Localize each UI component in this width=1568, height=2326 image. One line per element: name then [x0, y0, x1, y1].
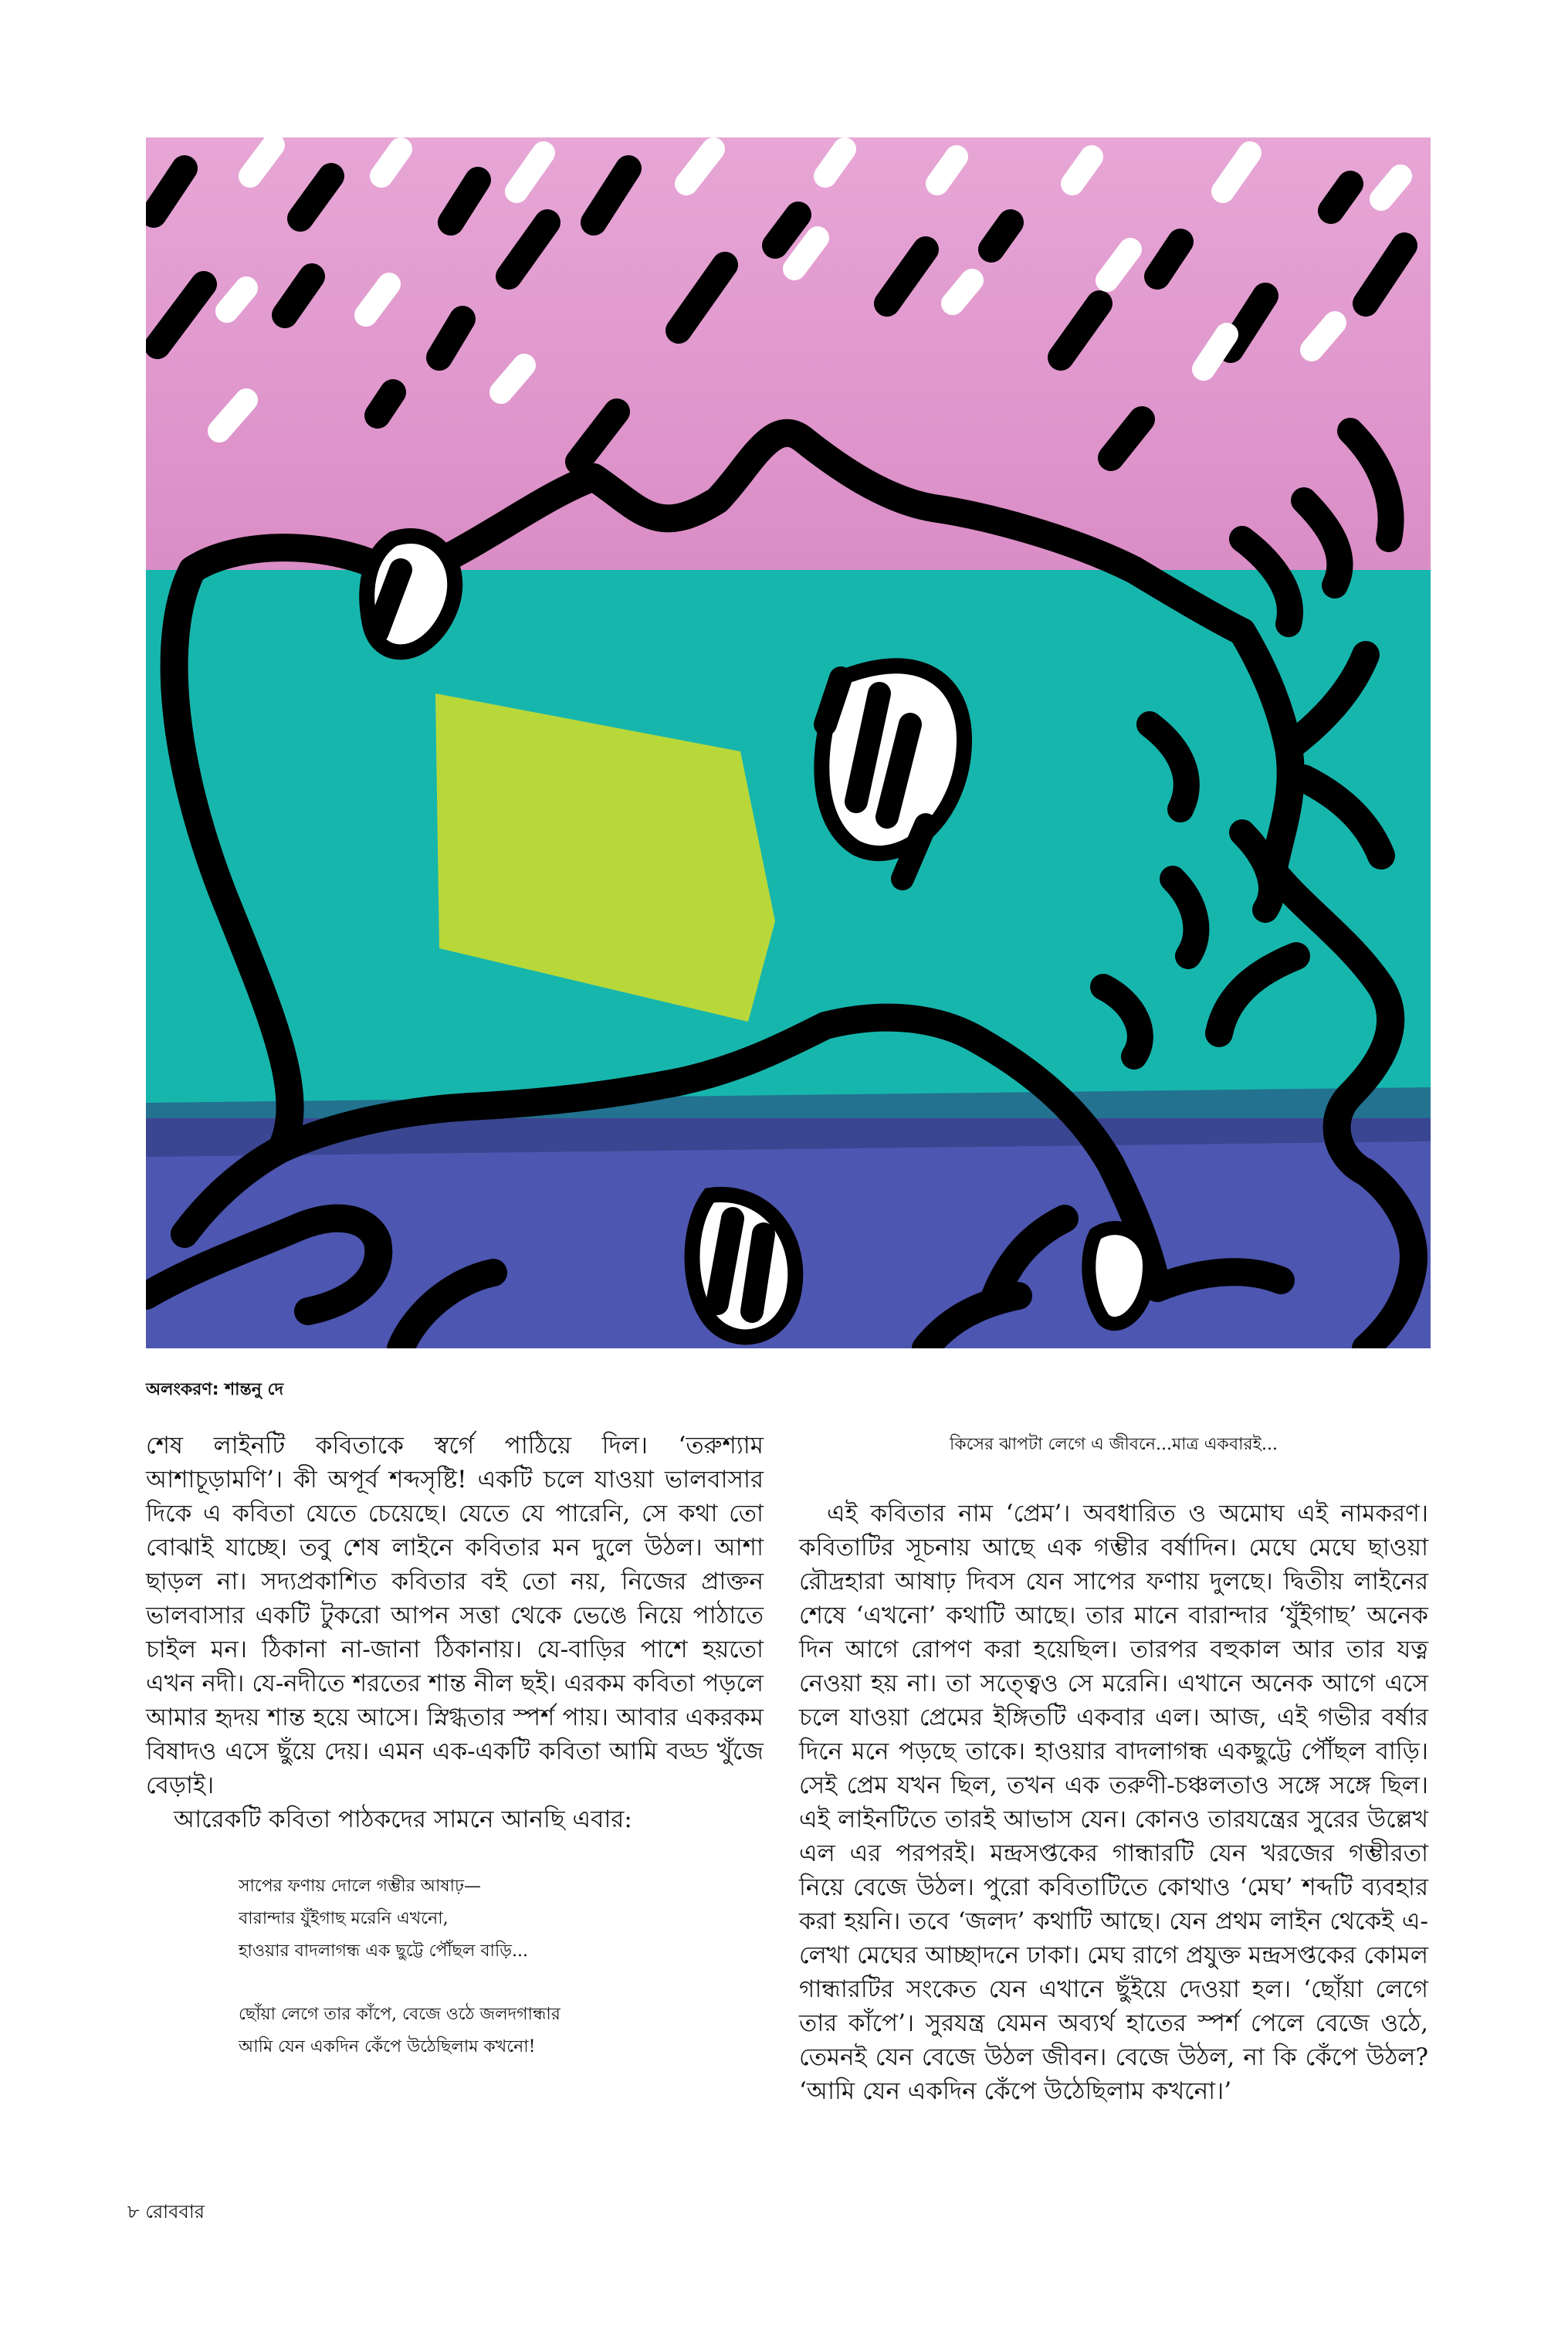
right-column [799, 1429, 1428, 2108]
verse-stanza-1 [239, 1870, 764, 1968]
right-paragraph: এই কবিতার নাম ‘প্রেম’। অবধারিত ও অমোঘ এই নামকরণ। কবিতাটির সূচনায় আছে এক গম্ভীর বর্ষাদিন। মেঘে মেঘে ছাওয়া রৌদ্রহারা আষাঢ় দিবস যেন সাপের ফণায় দুলছে। দ্বিতীয় লাইনের শেষে ‘এখনো’ কথাটি আছে। তার মানে বারান্দার ‘যুঁইগাছ’ অনেক দিন আগে রোপণ করা হয়েছিল। তারপর বহুকাল আর তার যত্ন নেওয়া হয় না। তা সত্ত্বেও সে মরেনি। এখানে অনেক আগে এসে চলে যাওয়া প্রেমের ইঙ্গিতটি একবার এল। আজ, এই গভীর বর্ষার দিনে মনে পড়ছে তাকে। হাওয়ার বাদলাগন্ধ একছুট্টে পৌঁছল বাড়ি। সেই প্রেম যখন ছিল, তখন এক তরুণী-চঞ্চলতাও সঙ্গে সঙ্গে ছিল। এই লাইনটিতে তারই আভাস যেন। কোনও তারযন্ত্রের সুরের উল্লেখ এল এর পরপরই। মন্দ্রসপ্তকের গান্ধারটি যেন খরজের গম্ভীরতা নিয়ে বেজে উঠল। পুরো কবিতাটিতে কোথাও ‘মেঘ’ শব্দটি ব্যবহার করা হয়নি। তবে ‘জলদ’ কথাটি আছে। যেন প্রথম লাইন থেকেই এ-লেখা মেঘের আচ্ছাদনে ঢাকা। মেঘ রাগে প্রযুক্ত মন্দ্রসপ্তকের কোমল গান্ধারটির সংকেত যেন এখানে ছুঁইয়ে দেওয়া হল। ‘ছোঁয়া লেগে তার কাঁপে’। সুরযন্ত্র যেমন অব্যর্থ হাতের স্পর্শ পেলে বেজে ওঠে, তেমনই যেন বেজে উঠল জীবন। বেজে উঠল, না কি কেঁপে উঠল? ‘আমি যেন একদিন কেঁপে উঠেছিলাম কখনো।’ [799, 1500, 1428, 2105]
verse-line: হাওয়ার বাদলাগন্ধ এক ছুট্টে পৌঁছল বাড়ি... [239, 1941, 528, 1961]
verse-line: ছোঁয়া লেগে তার কাঁপে, বেজে ওঠে জলদগান্ধার [239, 2005, 560, 2024]
verse-line: আমি যেন একদিন কেঁপে উঠেছিলাম কখনো! [239, 2037, 536, 2056]
verse-line: সাপের ফণায় দোলে গম্ভীর আষাঢ়— [239, 1877, 481, 1896]
verse-stanza-2 [239, 1999, 764, 2063]
left-column [146, 1429, 764, 2063]
illustration-artwork [146, 137, 1431, 1348]
teal-band [146, 570, 1431, 1157]
illustration-caption: অলংকরণ: শান্তনু দে [146, 1380, 284, 1399]
verse-tail-line: কিসের ঝাপটা লেগে এ জীবনে...মাত্র একবারই... [950, 1435, 1278, 1454]
white-eye-right [1089, 1228, 1150, 1324]
left-paragraph-2: আরেকটি কবিতা পাঠকদের সামনে আনছি এবার: [174, 1806, 632, 1833]
left-paragraph-1: শেষ লাইনটি কবিতাকে স্বর্গে পাঠিয়ে দিল। ‘তরুশ্যাম আশাচূড়ামণি’। কী অপূর্ব শব্দসৃষ্টি! একটি চলে যাওয়া ভালবাসার দিকে এ কবিতা যেতে চেয়েছে। যেতে যে পারেনি, সে কথা তো বোঝাই যাচ্ছে। তবু শেষ লাইনে কবিতার মন দুলে উঠল। আশা ছাড়ল না। সদ্যপ্রকাশিত কবিতার বই তো নয়, নিজের প্রাক্তন ভালবাসার একটি টুকরো আপন সত্তা থেকে ভেঙে নিয়ে পাঠাতে চাইল মন। ঠিকানা না-জানা ঠিকানায়। যে-বাড়ির পাশে হয়তো এখন নদী। যে-নদীতে শরতের শান্ত নীল ছই। এরকম কবিতা পড়লে আমার হৃদয় শান্ত হয়ে আসে। স্নিগ্ধতার স্পর্শ পায়। আবার একরকম বিষাদও এসে ছুঁয়ে দেয়। এমন এক-একটি কবিতা আমি বড্ড খুঁজে বেড়াই। [146, 1432, 764, 1799]
verse-line: বারান্দার যুঁইগাছ মরেনি এখনো, [239, 1909, 449, 1928]
page-folio: ৮ রোববার [127, 2201, 205, 2223]
